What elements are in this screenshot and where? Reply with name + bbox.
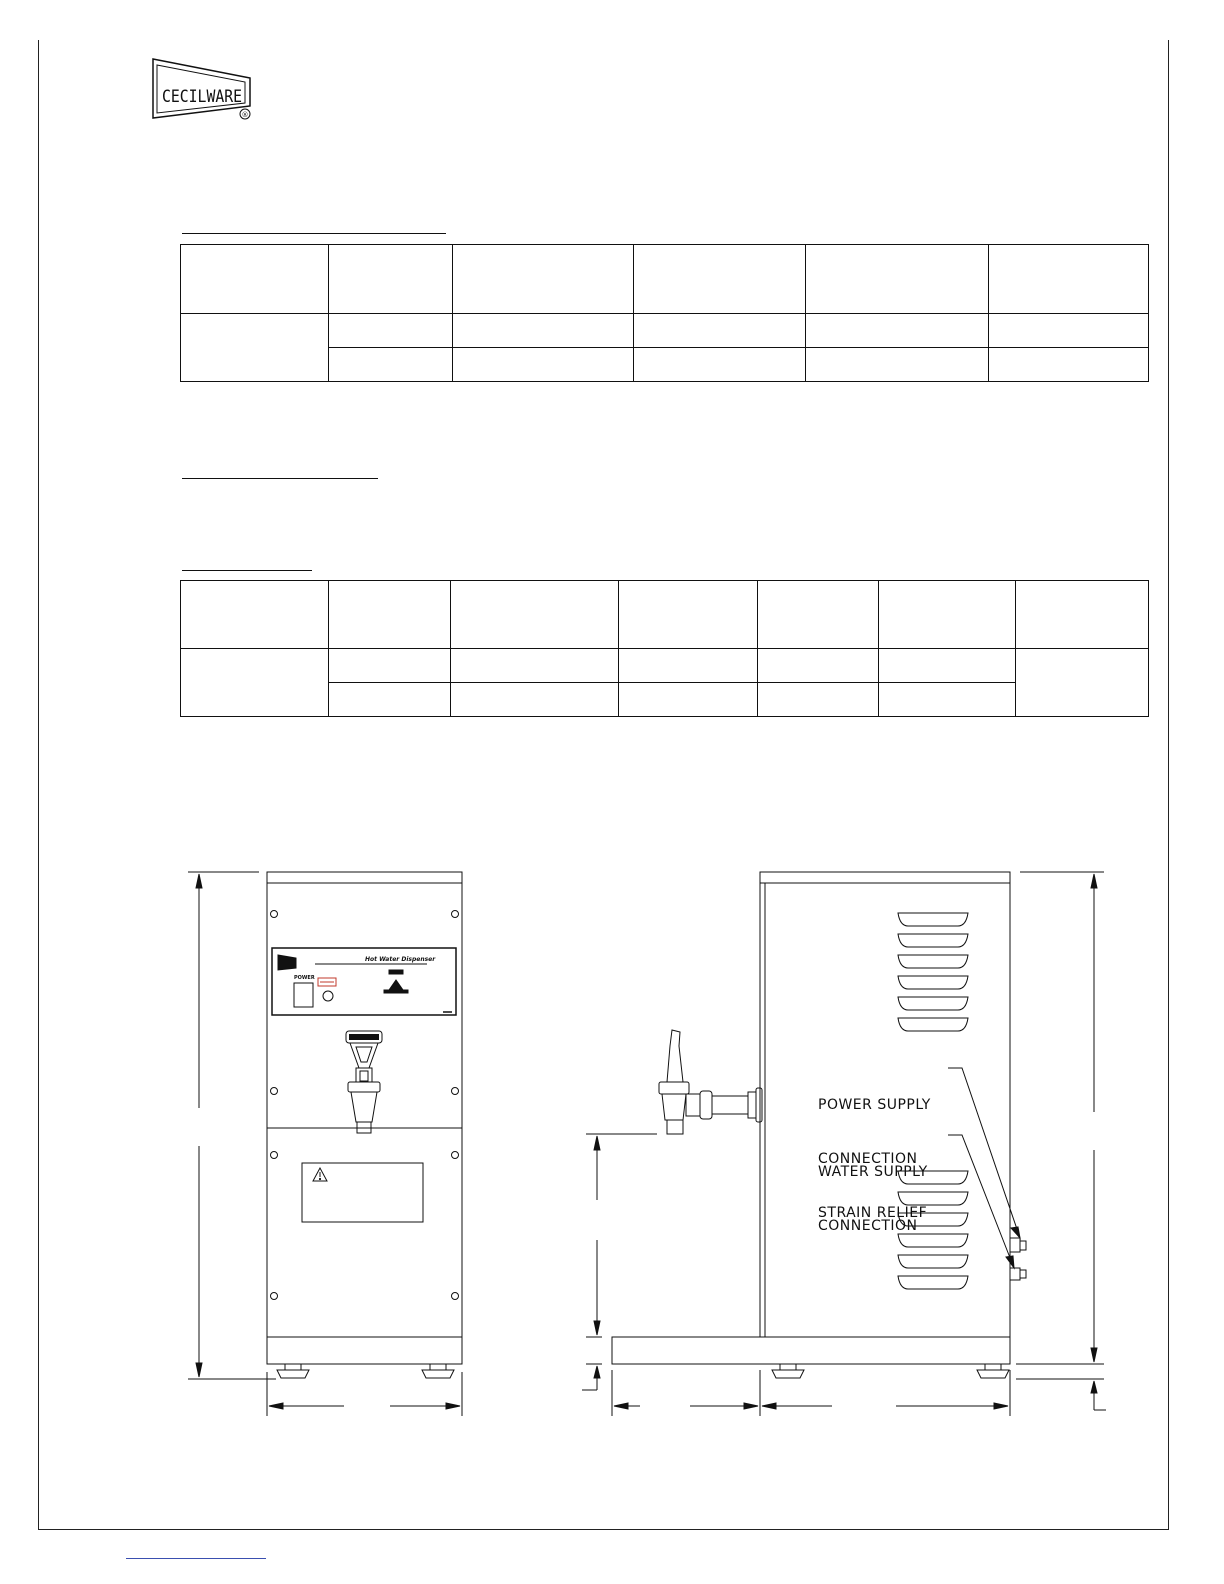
table-cell (451, 683, 619, 717)
front-view (188, 872, 462, 1416)
table-cell (329, 581, 451, 649)
table-cell (329, 314, 453, 348)
callout-power-line3: STRAIN RELIEF (818, 1205, 928, 1221)
table-cell (989, 245, 1149, 314)
upper-vents (898, 913, 968, 1031)
table-cell (619, 581, 758, 649)
specs-table-2 (180, 580, 1149, 717)
table-cell (453, 348, 634, 382)
footer-link-underline[interactable] (126, 1558, 266, 1559)
callout-power-line1: POWER SUPPLY (818, 1097, 931, 1113)
page-border-bottom (38, 1529, 1169, 1530)
registered-mark: ® (241, 111, 249, 119)
table-cell (453, 245, 634, 314)
indicator-light (323, 991, 333, 1001)
table-cell (329, 245, 453, 314)
table-cell (758, 649, 879, 683)
section-heading-underline-2 (182, 478, 378, 479)
side-feet (772, 1364, 1009, 1378)
table-row (181, 314, 1149, 348)
table-cell (758, 683, 879, 717)
table-cell (1016, 649, 1149, 717)
table-header-row (181, 245, 1149, 314)
table-cell (329, 683, 451, 717)
panel-title-script: Hot Water Dispenser (365, 956, 436, 963)
table-cell (806, 348, 989, 382)
section-heading-underline-3 (182, 570, 312, 571)
callout-water-supply (818, 1127, 928, 1253)
logo-text: CECILWARE (162, 87, 242, 107)
front-feet (277, 1364, 454, 1378)
table-cell (619, 683, 758, 717)
warning-label (302, 1163, 423, 1222)
table-header-row (181, 581, 1149, 649)
control-panel (272, 948, 456, 1015)
cecilware-logo (150, 56, 260, 122)
callout-water-line2: CONNECTION (818, 1218, 918, 1234)
table-cell (634, 348, 806, 382)
table-cell (329, 649, 451, 683)
table-cell (989, 348, 1149, 382)
table-cell (758, 581, 879, 649)
table-row (181, 649, 1149, 683)
table-cell (634, 314, 806, 348)
table-cell (806, 314, 989, 348)
table-cell (453, 314, 634, 348)
table-cell (879, 649, 1016, 683)
table-cell (181, 314, 329, 382)
table-cell (181, 649, 329, 717)
table-cell (879, 683, 1016, 717)
dispenser-technical-drawing (0, 840, 1224, 1440)
table-cell (181, 245, 329, 314)
section-heading-underline-1 (182, 233, 446, 234)
table-cell (634, 245, 806, 314)
specs-table-1 (180, 244, 1149, 382)
power-switch (294, 983, 313, 1007)
side-faucet (659, 1030, 762, 1134)
table-cell (451, 649, 619, 683)
callout-power-line2: CONNECTION (818, 1151, 918, 1167)
table-cell (181, 581, 329, 649)
callout-water-line1: WATER SUPPLY (818, 1164, 928, 1180)
panel-power-label: POWER (294, 975, 315, 981)
table-cell (1016, 581, 1149, 649)
table-cell (619, 649, 758, 683)
table-cell (879, 581, 1016, 649)
front-faucet (346, 1031, 382, 1133)
table-cell (806, 245, 989, 314)
table-cell (989, 314, 1149, 348)
table-cell (451, 581, 619, 649)
table-cell (329, 348, 453, 382)
